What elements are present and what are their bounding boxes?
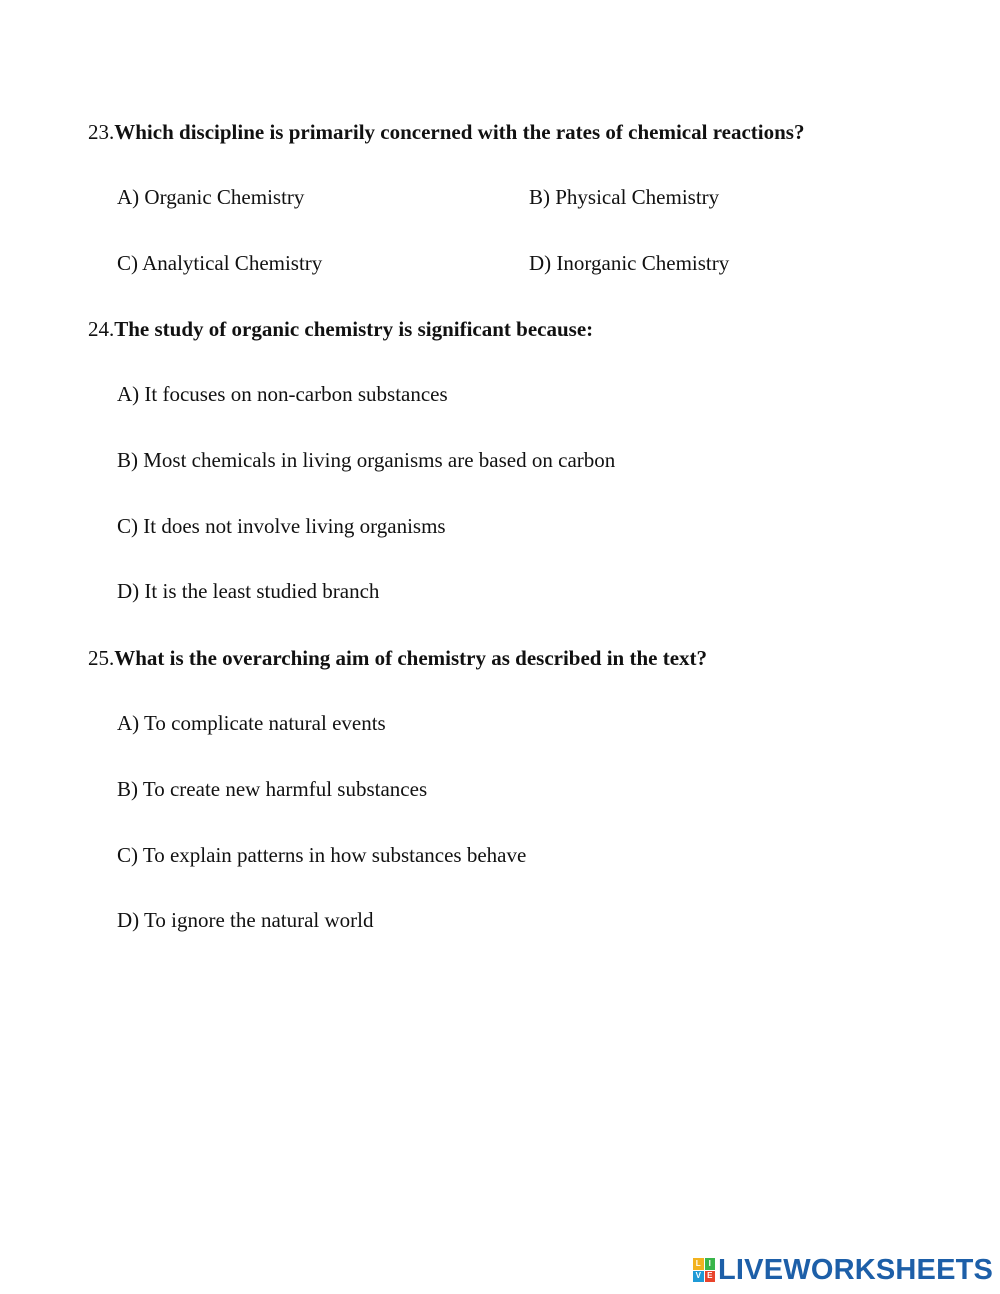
- question-23-option-c[interactable]: C) Analytical Chemistry: [117, 251, 323, 275]
- question-text: Which discipline is primarily concerned with the rates of chemical reactions?: [114, 120, 805, 144]
- logo-mark-letter: V: [693, 1271, 704, 1283]
- question-24: [88, 316, 593, 342]
- question-24-option-b[interactable]: B) Most chemicals in living organisms are based on carbon: [117, 448, 616, 472]
- question-24-option-c[interactable]: C) It does not involve living organisms: [117, 514, 446, 538]
- logo-mark-letter: L: [693, 1258, 704, 1270]
- question-text: The study of organic chemistry is significant because:: [114, 317, 594, 341]
- liveworksheets-logo-icon: [693, 1258, 715, 1282]
- question-25-option-a[interactable]: A) To complicate natural events: [117, 711, 386, 735]
- question-text: What is the overarching aim of chemistry as described in the text?: [114, 646, 708, 670]
- question-25: [88, 645, 707, 671]
- logo-wordmark: LIVEWORKSHEETS: [718, 1254, 994, 1286]
- logo-mark-letter: E: [705, 1271, 716, 1283]
- question-number: 24.: [88, 317, 115, 341]
- question-number: 23.: [88, 120, 115, 144]
- liveworksheets-logo: [693, 1254, 993, 1286]
- question-23-option-b[interactable]: B) Physical Chemistry: [529, 185, 720, 209]
- question-24-option-d[interactable]: D) It is the least studied branch: [117, 579, 380, 603]
- question-24-option-a[interactable]: A) It focuses on non-carbon substances: [117, 382, 448, 406]
- question-23: [88, 119, 804, 145]
- question-23-option-d[interactable]: D) Inorganic Chemistry: [529, 251, 730, 275]
- question-number: 25.: [88, 646, 115, 670]
- question-25-option-b[interactable]: B) To create new harmful substances: [117, 777, 428, 801]
- logo-mark-letter: I: [705, 1258, 716, 1270]
- question-25-option-d[interactable]: D) To ignore the natural world: [117, 908, 374, 932]
- question-23-option-a[interactable]: A) Organic Chemistry: [117, 185, 305, 209]
- question-25-option-c[interactable]: C) To explain patterns in how substances behave: [117, 843, 527, 867]
